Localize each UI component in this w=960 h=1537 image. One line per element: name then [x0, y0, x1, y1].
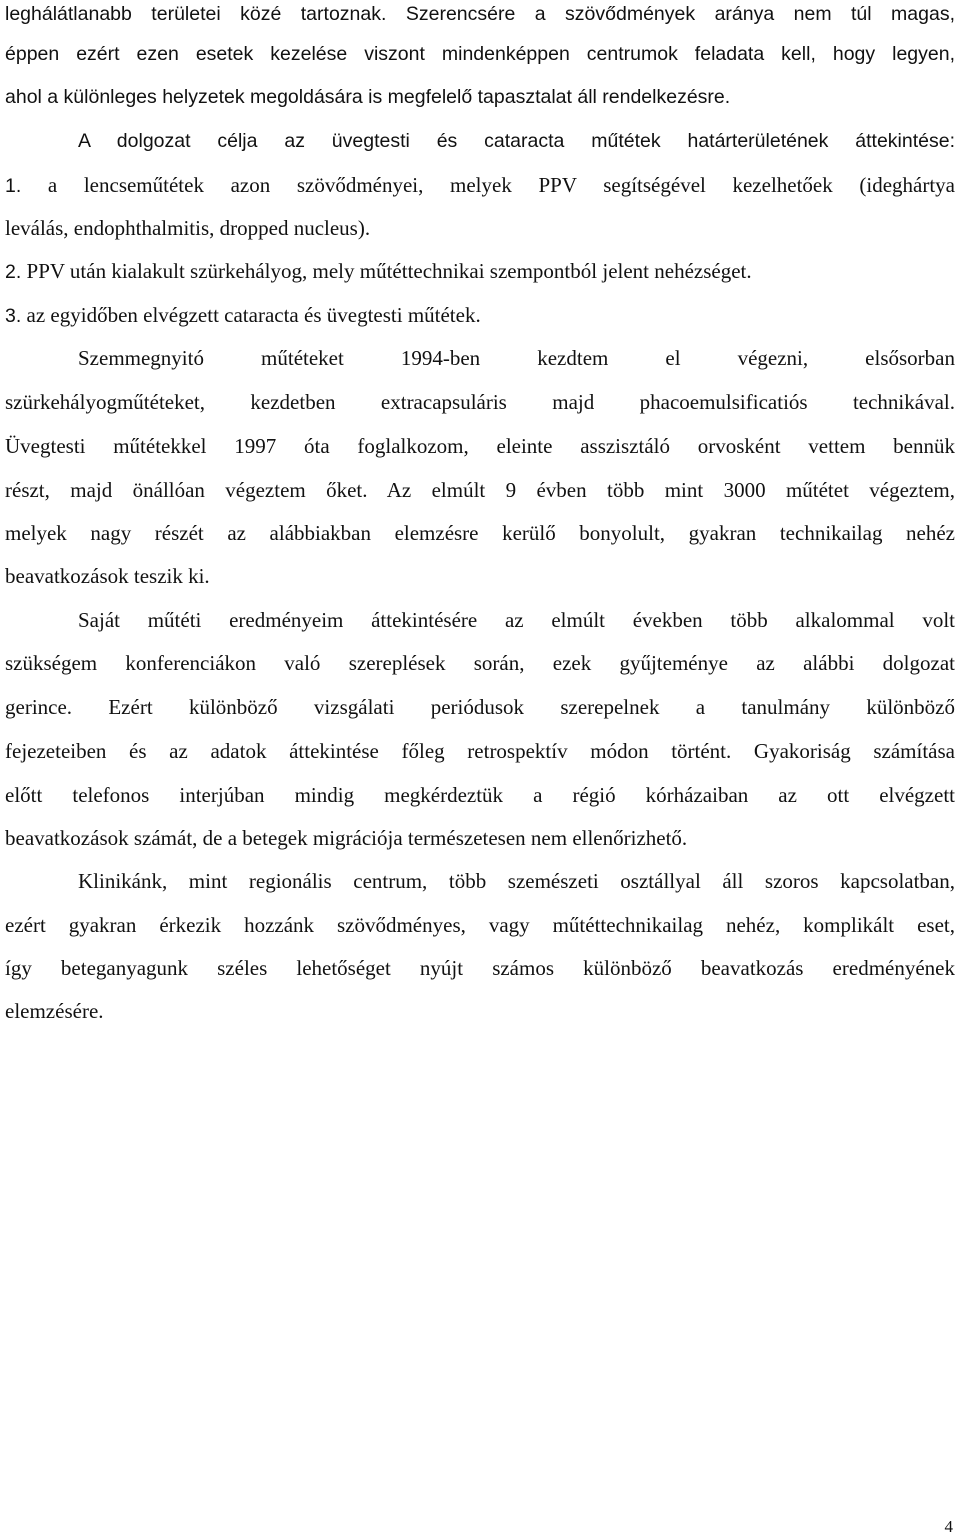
text-line — [5, 172, 955, 199]
text-line — [5, 738, 955, 764]
text-line: ezért gyakran érkezik hozzánk szövődményes, vagy műtéttechnikailag nehéz, komplikált eset, — [5, 913, 955, 937]
text-segment: Gyakoriság számítása — [731, 739, 955, 763]
text-line: előtt telefonos interjúban mindig megkérdeztük a régió kórházaiban az ott elvégzett — [5, 783, 955, 807]
list-number: 2. — [5, 261, 22, 283]
text-line: A dolgozat célja az üvegtesti és cataracta műtétek határterületének áttekintése: — [78, 130, 955, 152]
text-line: melyek nagy részét az alábbiakban elemzésre kerülő bonyolult, gyakran technikailag nehéz — [5, 521, 955, 545]
text-segment: gerince. — [5, 695, 73, 719]
text-segment: részt, majd önállóan végeztem őket. — [5, 478, 368, 502]
text-line: Szemmegnyitó műtéteket 1994-ben kezdtem el végezni, elsősorban — [78, 346, 955, 370]
text-line: leválás, endophthalmitis, dropped nucleus). — [5, 216, 371, 240]
text-line — [5, 477, 955, 503]
text-segment: fejezeteiben és az adatok áttekintése főleg retrospektív módon történt. — [5, 739, 732, 763]
text-line: így beteganyagunk széles lehetőséget nyújt számos különböző beavatkozás eredményének — [5, 956, 955, 980]
text-line — [5, 0, 955, 27]
text-segment: Ezért különböző vizsgálati periódusok szerepelnek a tanulmány különböző — [72, 695, 955, 719]
text-line — [5, 694, 955, 720]
text-line: ahol a különleges helyzetek megoldására is megfelelő tapasztalat áll rendelkezésre. — [5, 86, 731, 108]
list-number: 1. — [5, 175, 22, 197]
text-line: szürkehályogműtéteket, kezdetben extracapsuláris majd phacoemulsificatiós technikával. — [5, 390, 955, 414]
text-line: Üvegtesti műtétekkel 1997 óta foglalkozom, eleinte asszisztáló orvosként vettem bennük — [5, 434, 955, 458]
text-line: szükségem konferenciákon való szereplések során, ezek gyűjteménye az alábbi dolgozat — [5, 651, 955, 675]
text-line: éppen ezért ezen esetek kezelése viszont mindenképpen centrumok feladata kell, hogy legyen, — [5, 43, 955, 65]
page-number: 4 — [944, 1517, 953, 1536]
text-line: elemzésére. — [5, 999, 104, 1023]
text-line: beavatkozások teszik ki. — [5, 564, 210, 588]
text-line: beavatkozások számát, de a betegek migrációja természetesen nem ellenőrizhető. — [5, 826, 688, 850]
text-segment: Szerencsére a szövődmények aránya nem túl magas, — [386, 3, 956, 25]
text-line — [5, 302, 955, 329]
text-segment: leghálátlanabb területei közé tartoznak. — [5, 3, 387, 25]
text-segment: Az elmúlt 9 évben több mint 3000 műtétet végeztem, — [367, 478, 955, 502]
text-line — [5, 258, 955, 285]
text-line: Klinikánk, mint regionális centrum, több szemészeti osztállyal áll szoros kapcsolatban, — [78, 869, 955, 893]
text-line: Saját műtéti eredményeim áttekintésére az elmúlt években több alkalommal volt — [78, 608, 955, 632]
text-segment: a lencseműtétek azon szövődményei, melyek PPV segítségével kezelhetőek (ideghártya — [21, 173, 955, 197]
list-number: 3. — [5, 305, 22, 327]
text-segment: PPV után kialakult szürkehályog, mely műtéttechnikai szempontból jelent nehézséget. — [21, 259, 752, 283]
text-segment: az egyidőben elvégzett cataracta és üvegtesti műtétek. — [21, 303, 481, 327]
